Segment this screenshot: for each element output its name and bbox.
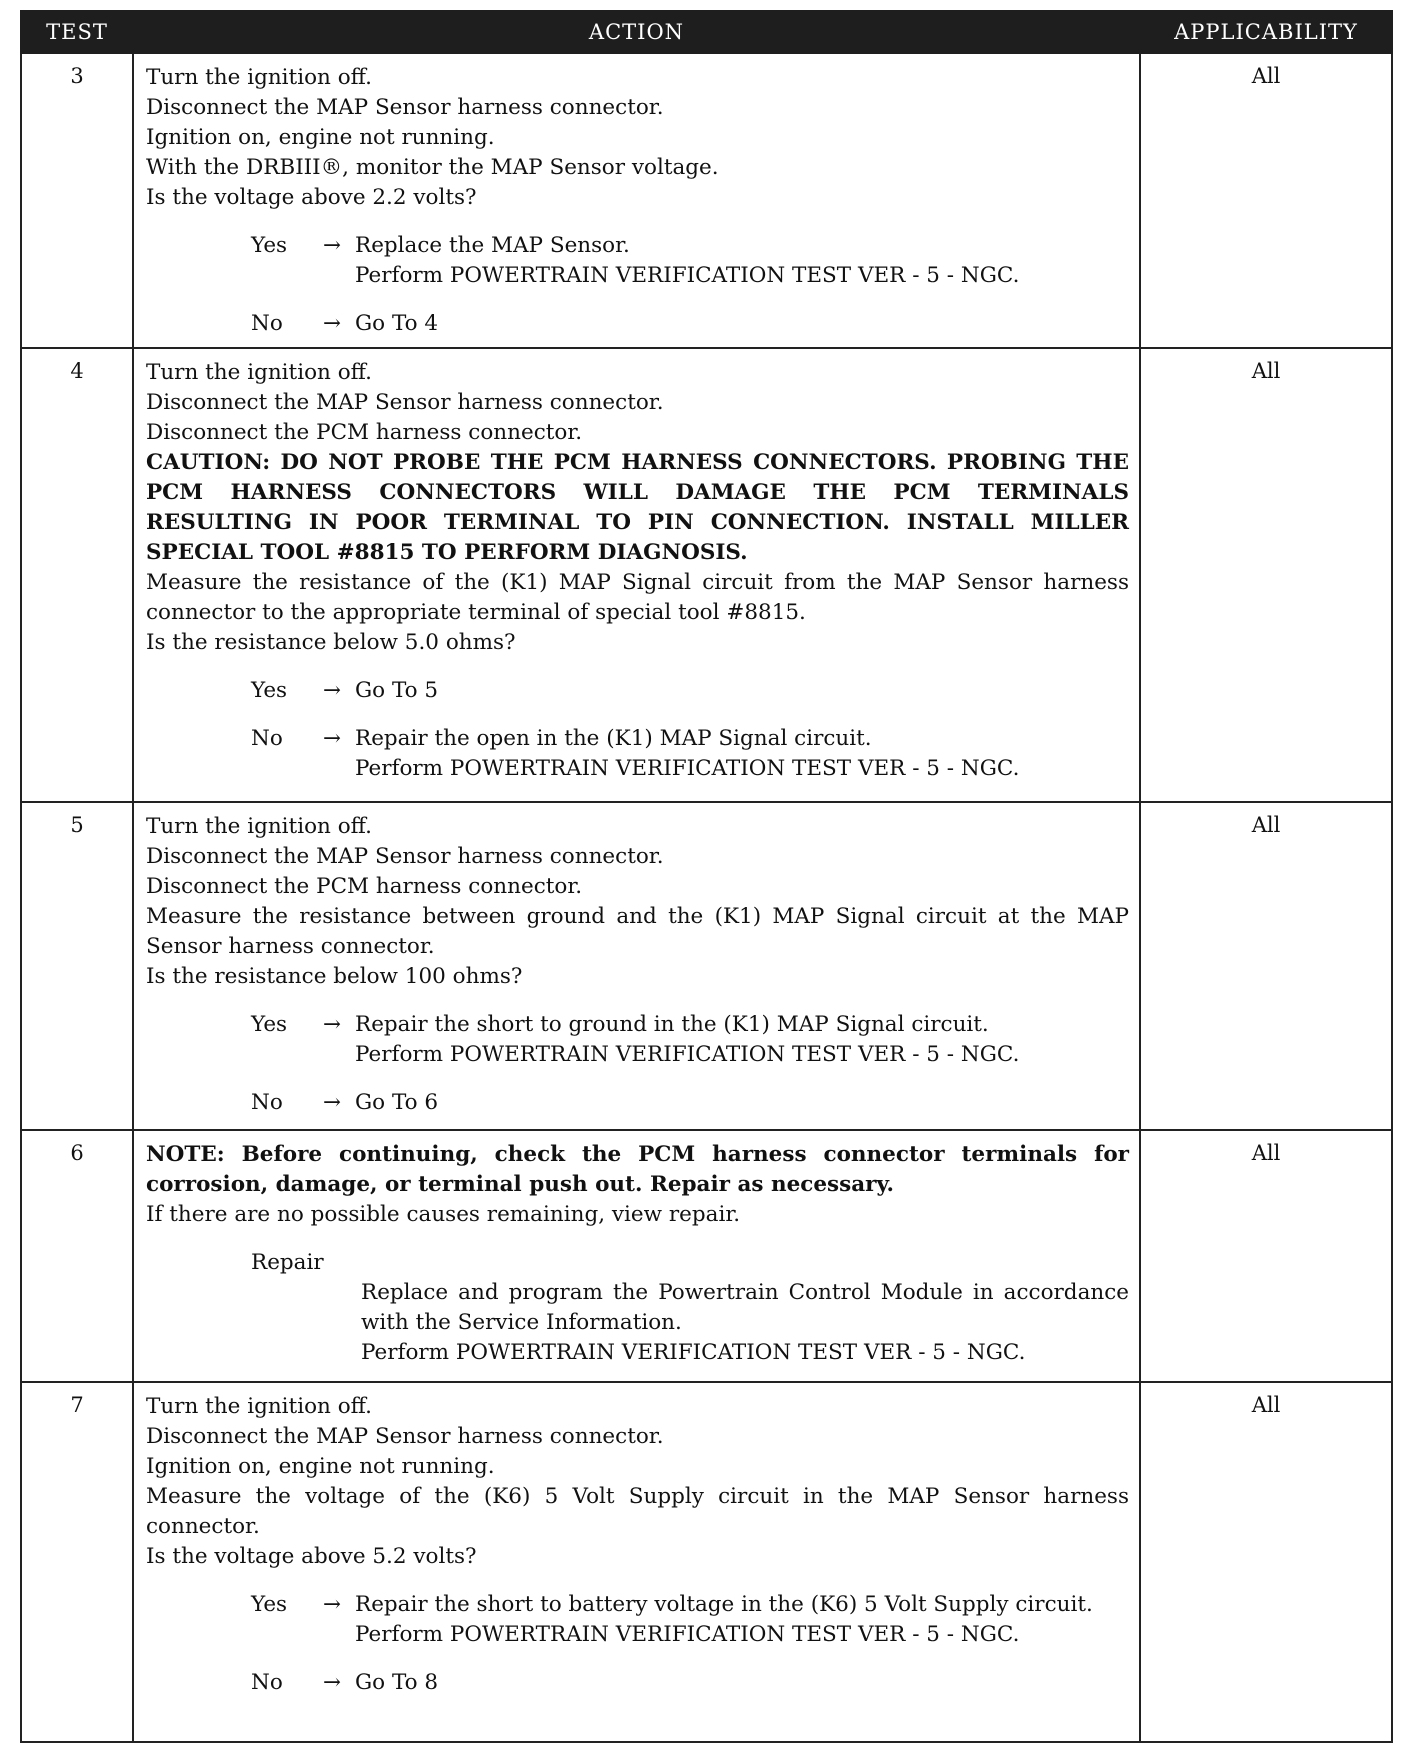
yes-result <box>355 1010 1129 1070</box>
diagnostic-table <box>20 10 1393 1743</box>
repair-label: Repair <box>251 1250 324 1275</box>
step-text: Turn the ignition off. <box>146 360 372 385</box>
table-row <box>21 802 1392 1130</box>
yes-label: Yes <box>251 678 288 703</box>
step-text: Measure the resistance between ground and the (K1) MAP Signal circuit at the MAP Sensor harness connector. <box>146 904 1129 959</box>
question-text: Is the resistance below 5.0 ohms? <box>146 630 516 655</box>
arrow-icon: → <box>322 233 341 258</box>
result-line: Perform POWERTRAIN VERIFICATION TEST VER - 5 - NGC. <box>355 1622 1020 1647</box>
test-number: 3 <box>21 53 133 348</box>
note-text: NOTE: Before continuing, check the PCM harness connector terminals for corrosion, damage, or terminal push out. Repair as necessary. <box>146 1142 1129 1197</box>
step-text: Measure the resistance of the (K1) MAP Signal circuit from the MAP Sensor harness connector to the appropriate terminal of special tool #8815. <box>146 570 1129 625</box>
test-number: 7 <box>21 1382 133 1742</box>
table-row <box>21 1130 1392 1382</box>
yes-label: Yes <box>251 1012 288 1037</box>
no-result <box>355 1088 1129 1118</box>
no-branch <box>251 309 1129 339</box>
step-text: Ignition on, engine not running. <box>146 1454 495 1479</box>
action-cell <box>133 1130 1140 1382</box>
arrow-icon: → <box>322 1592 341 1617</box>
question-text: Is the resistance below 100 ohms? <box>146 964 523 989</box>
yes-result <box>355 676 1129 706</box>
result-line: Repair the short to ground in the (K1) MAP Signal circuit. <box>355 1012 989 1037</box>
step-text: Disconnect the MAP Sensor harness connector. <box>146 95 664 120</box>
action-cell <box>133 348 1140 802</box>
applicability-cell: All <box>1140 802 1392 1130</box>
result-line: Perform POWERTRAIN VERIFICATION TEST VER - 5 - NGC. <box>355 1042 1020 1067</box>
step-text: With the DRBIII®, monitor the MAP Sensor voltage. <box>146 155 719 180</box>
result-line: Perform POWERTRAIN VERIFICATION TEST VER - 5 - NGC. <box>355 756 1020 781</box>
step-text: Turn the ignition off. <box>146 65 372 90</box>
result-line: Go To 4 <box>355 311 439 336</box>
question-text: Is the voltage above 5.2 volts? <box>146 1544 477 1569</box>
arrow-icon: → <box>322 726 341 751</box>
result-line: Perform POWERTRAIN VERIFICATION TEST VER - 5 - NGC. <box>355 263 1020 288</box>
applicability-cell: All <box>1140 1382 1392 1742</box>
step-text: Disconnect the MAP Sensor harness connector. <box>146 844 664 869</box>
no-label: No <box>251 1090 283 1115</box>
yes-branch <box>251 231 1129 291</box>
step-text: Disconnect the MAP Sensor harness connector. <box>146 1424 664 1449</box>
yes-label: Yes <box>251 1592 288 1617</box>
repair-text: Replace and program the Powertrain Control Module in accordance with the Service Information. <box>361 1280 1129 1335</box>
result-line: Go To 6 <box>355 1090 439 1115</box>
action-cell <box>133 53 1140 348</box>
yes-result <box>355 231 1129 291</box>
no-branch <box>251 1088 1129 1118</box>
yes-branch <box>251 676 1129 706</box>
no-result <box>355 309 1129 339</box>
header-test: TEST <box>21 11 133 53</box>
step-text: Disconnect the PCM harness connector. <box>146 874 583 899</box>
arrow-icon: → <box>322 311 341 336</box>
action-cell <box>133 1382 1140 1742</box>
step-text: Disconnect the MAP Sensor harness connector. <box>146 390 664 415</box>
diagnostic-test-sheet <box>20 10 1391 1743</box>
no-branch <box>251 724 1129 784</box>
action-cell <box>133 802 1140 1130</box>
test-number: 4 <box>21 348 133 802</box>
applicability-cell: All <box>1140 53 1392 348</box>
no-label: No <box>251 311 283 336</box>
step-text: Measure the voltage of the (K6) 5 Volt Supply circuit in the MAP Sensor harness connector. <box>146 1484 1129 1539</box>
test-number: 6 <box>21 1130 133 1382</box>
result-line: Repair the short to battery voltage in the (K6) 5 Volt Supply circuit. <box>355 1592 1093 1617</box>
no-label: No <box>251 1670 283 1695</box>
no-result <box>355 1668 1129 1698</box>
yes-branch <box>251 1010 1129 1070</box>
step-text: Turn the ignition off. <box>146 1394 372 1419</box>
header-applicability: APPLICABILITY <box>1140 11 1392 53</box>
yes-result <box>355 1590 1129 1650</box>
result-line: Go To 5 <box>355 678 439 703</box>
arrow-icon: → <box>322 1012 341 1037</box>
result-line: Go To 8 <box>355 1670 439 1695</box>
table-header-row <box>21 11 1392 53</box>
arrow-icon: → <box>322 678 341 703</box>
result-line: Repair the open in the (K1) MAP Signal circuit. <box>355 726 872 751</box>
step-text: Ignition on, engine not running. <box>146 125 495 150</box>
table-row <box>21 1382 1392 1742</box>
test-number: 5 <box>21 802 133 1130</box>
yes-label: Yes <box>251 233 288 258</box>
repair-body <box>361 1278 1129 1368</box>
no-label: No <box>251 726 283 751</box>
yes-branch <box>251 1590 1129 1650</box>
step-text: Turn the ignition off. <box>146 814 372 839</box>
caution-text: CAUTION: DO NOT PROBE THE PCM HARNESS CONNECTORS. PROBING THE PCM HARNESS CONNECTORS WILL DAMAGE THE PCM TERMINALS RESULTING IN POOR TERMINAL TO PIN CONNECTION. INSTALL MILLER SPECIAL TOOL #8815 TO PERFORM DIAGNOSIS. <box>146 450 1129 565</box>
result-line: Replace the MAP Sensor. <box>355 233 630 258</box>
question-text: Is the voltage above 2.2 volts? <box>146 185 477 210</box>
table-row <box>21 53 1392 348</box>
no-branch <box>251 1668 1129 1698</box>
arrow-icon: → <box>322 1090 341 1115</box>
applicability-cell: All <box>1140 1130 1392 1382</box>
table-row <box>21 348 1392 802</box>
step-text: Disconnect the PCM harness connector. <box>146 420 583 445</box>
applicability-cell: All <box>1140 348 1392 802</box>
repair-verify: Perform POWERTRAIN VERIFICATION TEST VER - 5 - NGC. <box>361 1340 1026 1365</box>
header-action: ACTION <box>133 11 1140 53</box>
arrow-icon: → <box>322 1670 341 1695</box>
step-text: If there are no possible causes remaining, view repair. <box>146 1202 741 1227</box>
no-result <box>355 724 1129 784</box>
